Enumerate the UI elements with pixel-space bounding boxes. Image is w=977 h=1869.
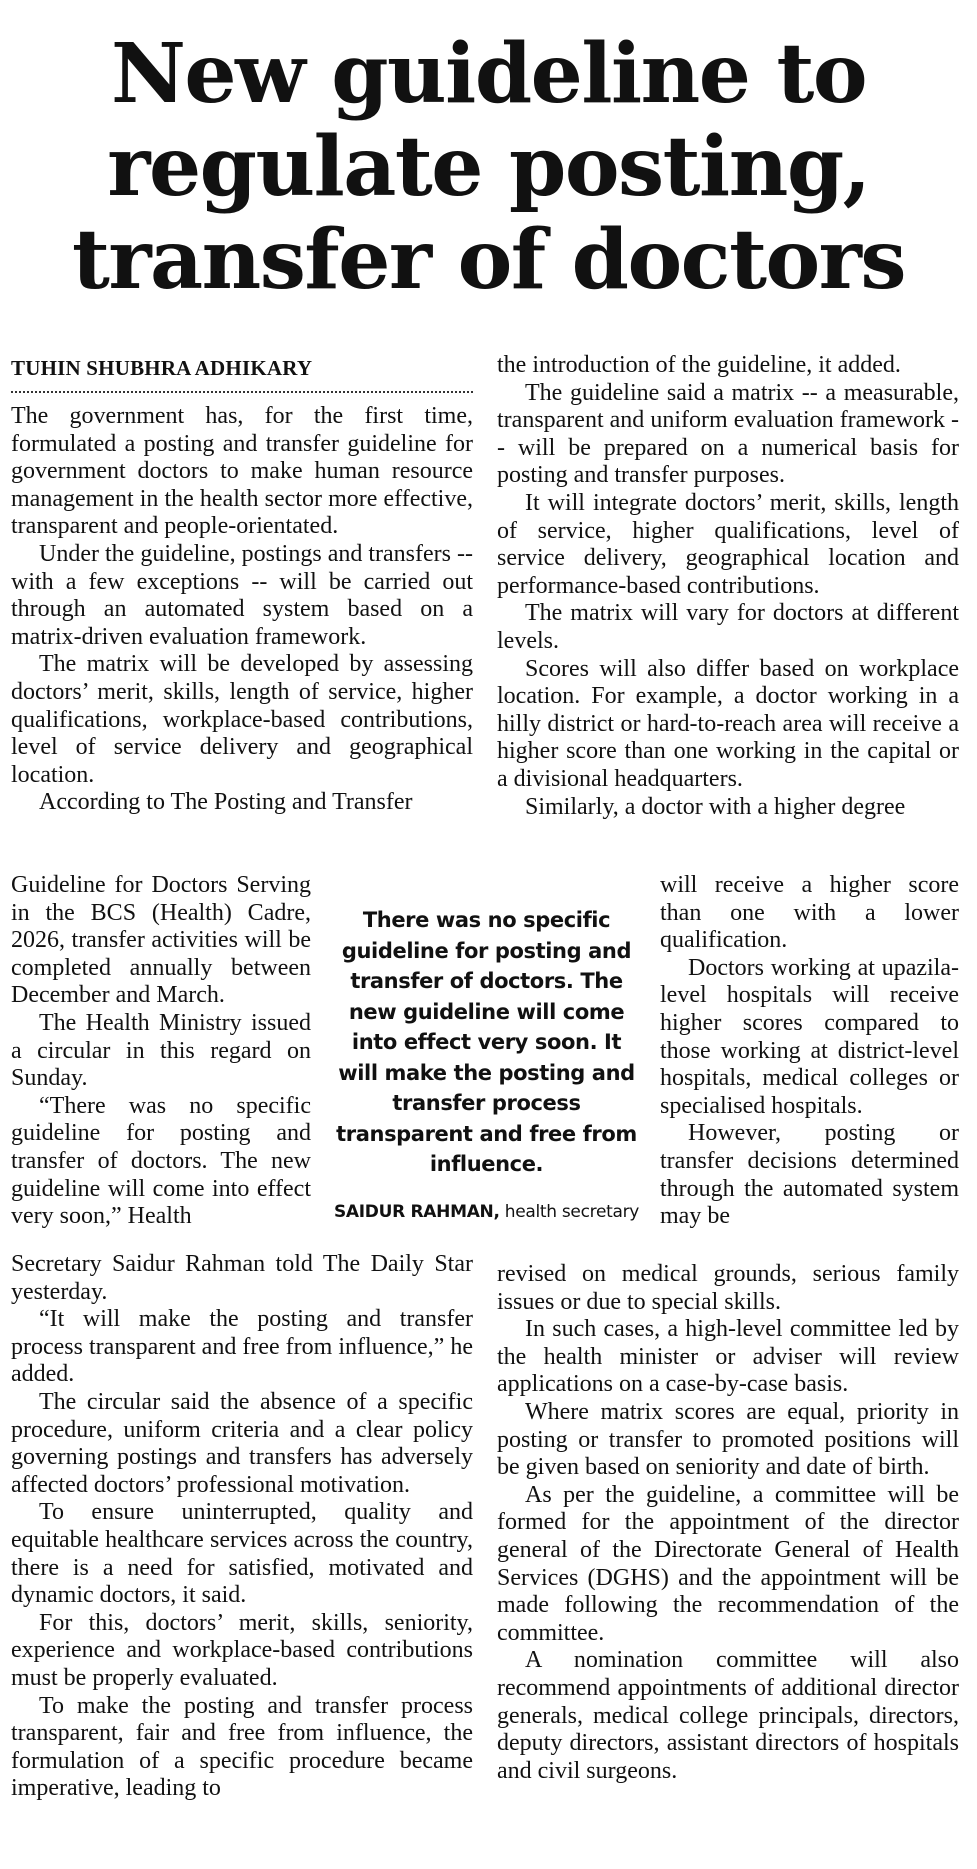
column-left-bottom [11, 1251, 473, 1803]
paragraph: According to The Posting and Transfer [39, 789, 413, 816]
paragraph: the introduction of the guideline, it added. [497, 352, 901, 378]
paragraph: Under the guideline, postings and transfers -- with a few exceptions -- will be carried out through an automated system based on a matrix-driven evaluation framework. [11, 540, 473, 650]
paragraph: The government has, for the first time, formulated a posting and transfer guideline for government doctors to make human resource management in the health sector more effective, transparent and people-orientated. [11, 403, 473, 540]
paragraph: A nomination committee will also recommend appointments of additional director generals, medical college principals, directors, deputy directors, assistant directors of hospitals and civil surgeons. [497, 1647, 959, 1784]
paragraph: Secretary Saidur Rahman told The Daily Star yesterday. [11, 1251, 473, 1305]
pull-quote-text: There was no specific guideline for posting and transfer of doctors. The new guideline will come into effect very soon. It will make the posting and transfer process transparent and free from influence. [336, 908, 637, 1176]
pull-quote-name: SAIDUR RAHMAN, [333, 1201, 500, 1222]
paragraph: will receive a higher score than one with a lower qualification. [660, 872, 959, 954]
paragraph: The circular said the absence of a specific procedure, uniform criteria and a clear policy governing postings and transfers has adversely affected doctors’ professional motivation. [11, 1388, 473, 1498]
paragraph: To ensure uninterrupted, quality and equitable healthcare services across the country, there is a need for satisfied, motivated and dynamic doctors, it said. [11, 1499, 473, 1609]
column-right-narrow [660, 872, 959, 1231]
paragraph: As per the guideline, a committee will be formed for the appointment of the director general of the Directorate General of Health Services (DGHS) and the appointment will be made following the recommendation of the committee. [497, 1481, 959, 1646]
headline-line-3: transfer of doctors [71, 212, 906, 308]
paragraph: For this, doctors’ merit, skills, seniority, experience and workplace-based contributions must be properly evaluated. [11, 1609, 473, 1691]
paragraph: It will integrate doctors’ merit, skills, length of service, higher qualifications, level of service delivery, geographical location and performance-based contributions. [497, 489, 959, 599]
paragraph: revised on medical grounds, serious family issues or due to special skills. [497, 1261, 959, 1315]
byline-divider [11, 391, 473, 393]
paragraph: Scores will also differ based on workplace location. For example, a doctor working in a hilly district or hard-to-reach area will receive a higher score than one working in the capital or a divisional headquarters. [497, 655, 959, 792]
paragraph: However, posting or transfer decisions determined through the automated system may be [660, 1120, 959, 1230]
paragraph: “There was no specific guideline for posting and transfer of doctors. The new guideline will come into effect very soon,” Health [11, 1092, 311, 1230]
paragraph: In such cases, a high-level committee led by the health minister or adviser will review applications on a case-by-case basis. [497, 1316, 959, 1398]
paragraph: The matrix will vary for doctors at different levels. [497, 600, 959, 654]
headline-line-2: regulate posting, [107, 119, 870, 215]
column-right-bottom [497, 1261, 959, 1785]
column-right-top [497, 352, 959, 821]
paragraph: Similarly, a doctor with a higher degree [525, 793, 906, 820]
pull-quote-role: health secretary [504, 1201, 640, 1222]
headline-line-1: New guideline to [110, 26, 867, 122]
paragraph: “It will make the posting and transfer process transparent and free from influence,” he added. [11, 1306, 473, 1388]
pull-quote-attribution [330, 1202, 643, 1222]
paragraph: Doctors working at upazila-level hospitals will receive higher scores compared to those working at district-level hospitals, medical colleges or specialised hospitals. [660, 954, 959, 1119]
column-left-narrow [11, 872, 311, 1231]
column-left-top [11, 403, 473, 817]
headline [10, 28, 967, 307]
pull-quote [330, 905, 643, 1222]
paragraph: The Health Ministry issued a circular in this regard on Sunday. [11, 1009, 311, 1092]
paragraph: The matrix will be developed by assessing doctors’ merit, skills, length of service, higher qualifications, workplace-based contributions, level of service delivery and geographical location. [11, 651, 473, 788]
byline: TUHIN SHUBHRA ADHIKARY [11, 356, 313, 380]
paragraph: Guideline for Doctors Serving in the BCS (Health) Cadre, 2026, transfer activities will be completed annually between December and March. [11, 872, 311, 1009]
paragraph: Where matrix scores are equal, priority in posting or transfer to promoted positions will be given based on seniority and date of birth. [497, 1398, 959, 1481]
paragraph: The guideline said a matrix -- a measurable, transparent and uniform evaluation framework -- will be prepared on a numerical basis for posting and transfer purposes. [497, 379, 959, 489]
paragraph: To make the posting and transfer process transparent, fair and free from influence, the formulation of a specific procedure became imperative, leading to [11, 1692, 473, 1802]
